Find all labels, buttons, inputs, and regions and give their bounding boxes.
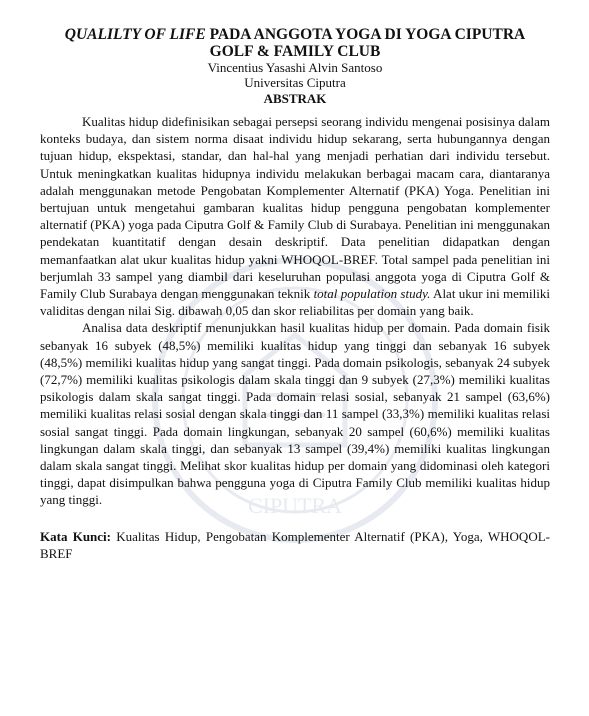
watermark-text: CIPUTRA <box>247 493 343 518</box>
paragraph1-end: Alat ukur ini memiliki validitas dengan nilai Sig. dibawah 0,05 dan skor reliabilitas per domain yang baik. <box>40 286 550 319</box>
title-italic-part: QUALILTY OF LIFE <box>64 26 206 43</box>
paragraph1-text: Kualitas hidup didefinisikan sebagai persepsi seorang individu mengenai posisinya dalam konteks budaya, dan sistem norma disaat individu hidup sekarang, serta hubungannya dengan tujuan hidup, ekspektasi, standar, dan hal-hal yang menjadi perhatian dari individu tersebut. Untuk meningkatkan kualitas hidupnya individu melakukan berbagai macam cara, diantaranya adalah menggunakan metode Pengobatan Komplementer Alternatif (PKA) Yoga. Penelitian ini bertujuan untuk mengetahui gambaran kualitas hidup pengguna pengobatan komplementer alternatif (PKA) yoga pada Ciputra Golf & Family Club di Surabaya. Penelitian ini menggunakan pendekatan kuantitatif dengan desain deskriptif. Data penelitian didapatkan dengan memanfaatkan alat ukur kualitas hidup yakni WHOQOL-BREF. Total sampel pada penelitian ini berjumlah 33 sampel yang diambil dari keseluruhan populasi anggota yoga di Ciputra Golf & Family Club Surabaya dengan menggunakan teknik <box>40 114 550 302</box>
paper-title <box>40 26 550 60</box>
paragraph1-italic: total population study. <box>313 286 431 302</box>
abstract-paragraph-2: Analisa data deskriptif menunjukkan hasil kualitas hidup per domain. Pada domain fisik sebanyak 16 subyek (48,5%) memiliki kualitas hidup yang tinggi dan sebanyak 16 subyek (48,5%) memiliki kualitas hidup yang sangat tinggi. Pada domain psikologis, sebanyak 24 subyek (72,7%) memiliki kualitas psikologis dalam skala tinggi dan 9 subyek (27,3%) memiliki kualitas psikologis dalam skala sangat tinggi. Pada domain relasi sosial, sebanyak 21 sampel (63,6%) memiliki kualitas relasi sosial dengan skala tinggi dan 11 sampel (33,3%) memiliki kualitas relasi sosial sangat tinggi. Pada domain lingkungan, sebanyak 20 sampel (60,6%) memiliki kualitas lingkungan dalam skala tinggi, dan sebanyak 13 sampel (39,4%) memiliki kualitas lingkungan dalam skala sangat tinggi. Melihat skor kualitas hidup per domain yang didominasi oleh kategori tinggi, dapat disimpulkan bahwa pengguna yoga di Ciputra Family Club memiliki kualitas hidup yang tinggi. <box>40 320 550 508</box>
affiliation: Universitas Ciputra <box>244 75 346 90</box>
title-line1-rest: PADA ANGGOTA YOGA DI YOGA CIPUTRA <box>205 26 526 43</box>
abstract-page <box>40 26 550 575</box>
abstract-paragraph-1 <box>40 113 550 319</box>
title-line2: GOLF & FAMILY CLUB <box>209 43 381 60</box>
keywords-text: Kualitas Hidup, Pengobatan Komplementer Alternatif (PKA), Yoga, WHOQOL-BREF <box>40 528 550 561</box>
section-heading: ABSTRAK <box>263 91 327 106</box>
keywords-label: Kata Kunci: <box>40 528 111 544</box>
keywords <box>40 528 550 562</box>
author-name: Vincentius Yasashi Alvin Santoso <box>207 60 383 75</box>
